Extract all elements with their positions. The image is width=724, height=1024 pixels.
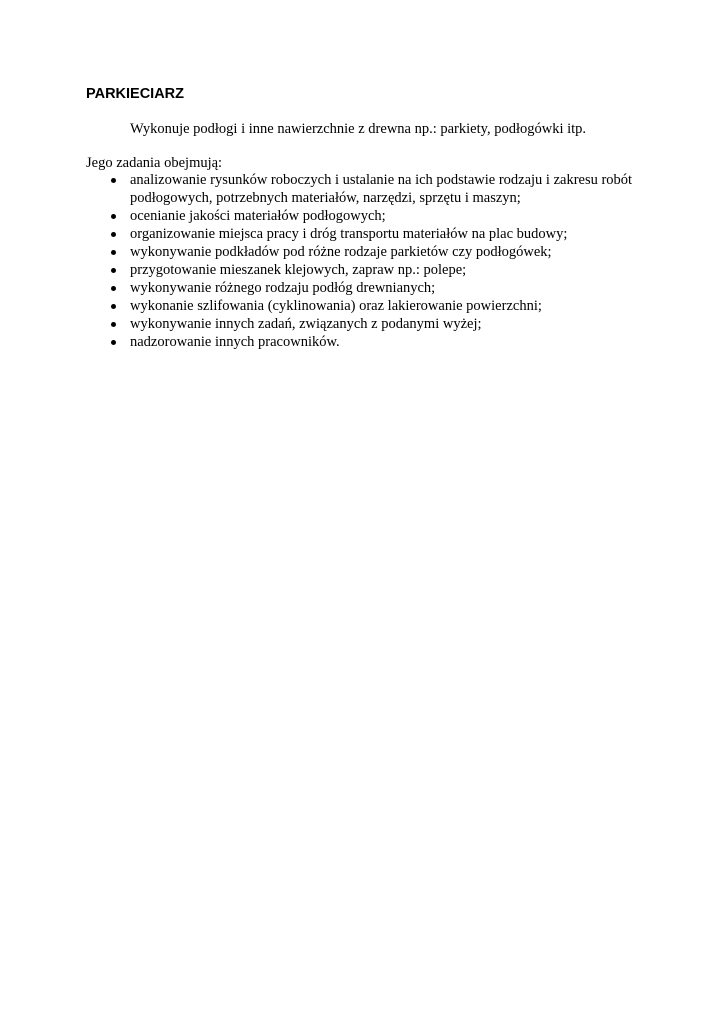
list-item <box>108 243 648 261</box>
list-item-text: przygotowanie mieszanek klejowych, zapraw np.: polepe; <box>130 262 467 278</box>
list-item-text: wykonywanie różnego rodzaju podłóg drewnianych; <box>130 280 436 296</box>
intro-paragraph: Wykonuje podłogi i inne nawierzchnie z drewna np.: parkiety, podłogówki itp. <box>130 121 587 137</box>
list-item-text: wykonanie szlifowania (cyklinowania) oraz lakierowanie powierzchni; <box>130 298 542 314</box>
bullet-icon <box>111 322 116 327</box>
list-item <box>108 171 648 207</box>
list-item <box>108 207 648 225</box>
list-item-text: analizowanie rysunków roboczych i ustalanie na ich podstawie rodzaju i zakresu robót podłogowych, potrzebnych materiałów, narzędzi, sprzętu i maszyn; <box>130 172 633 206</box>
duties-list <box>108 171 648 351</box>
list-item-text: nadzorowanie innych pracowników. <box>130 334 340 350</box>
list-item <box>108 297 648 315</box>
list-item-text: wykonywanie innych zadań, związanych z podanymi wyżej; <box>130 316 482 332</box>
list-item <box>108 225 648 243</box>
list-item <box>108 333 648 351</box>
bullet-icon <box>111 250 116 255</box>
bullet-icon <box>111 340 116 345</box>
list-item <box>108 261 648 279</box>
duties-heading: Jego zadania obejmują: <box>86 155 223 171</box>
bullet-icon <box>111 214 116 219</box>
bullet-icon <box>111 232 116 237</box>
list-item <box>108 279 648 297</box>
bullet-icon <box>111 268 116 273</box>
bullet-icon <box>111 286 116 291</box>
list-item-text: wykonywanie podkładów pod różne rodzaje parkietów czy podłogówek; <box>130 244 552 260</box>
list-item-text: organizowanie miejsca pracy i dróg transportu materiałów na plac budowy; <box>130 226 568 242</box>
list-item <box>108 315 648 333</box>
bullet-icon <box>111 178 116 183</box>
bullet-icon <box>111 304 116 309</box>
document-title: PARKIECIARZ <box>86 86 185 102</box>
list-item-text: ocenianie jakości materiałów podłogowych; <box>130 208 386 224</box>
